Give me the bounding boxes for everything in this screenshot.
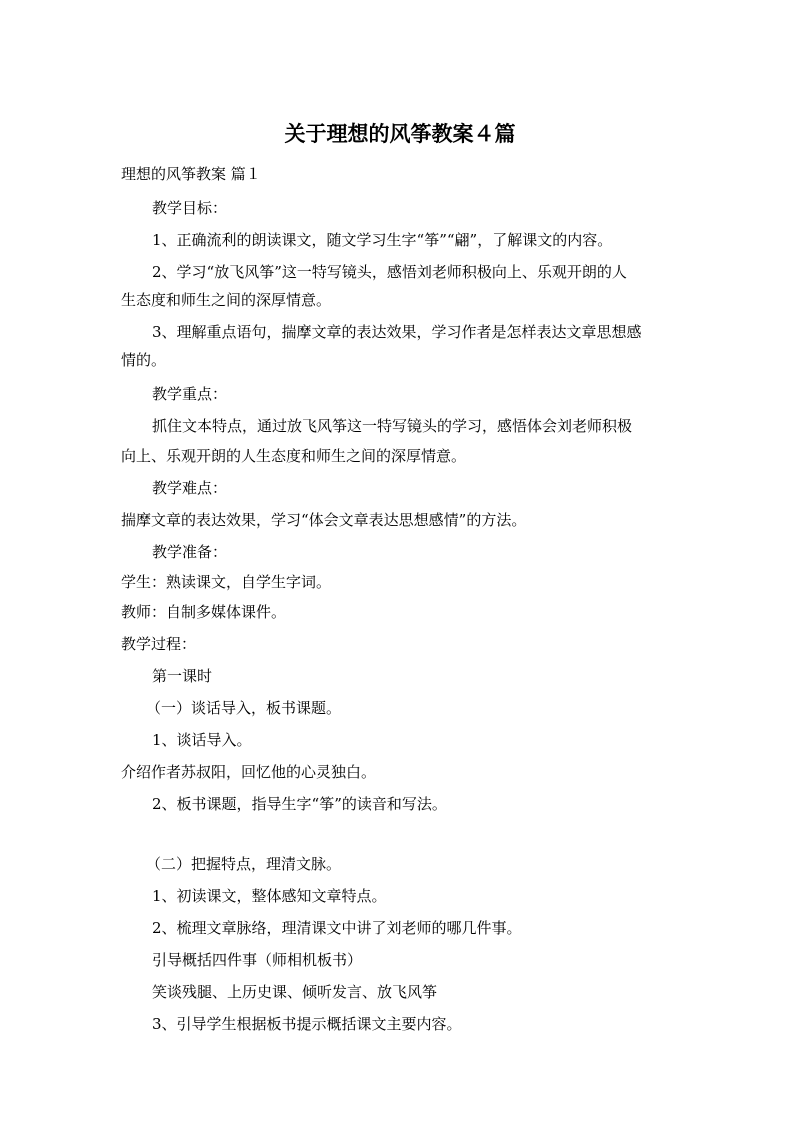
paragraph-line: 1、初读课文，整体感知文章特点。 — [152, 887, 387, 905]
paragraph-line: （二）把握特点，理清文脉。 — [146, 855, 342, 873]
paragraph-line: 1、正确流利的朗读课文，随文学习生字“筝”“翩”，了解课文的内容。 — [152, 231, 613, 249]
paragraph-line: 向上、乐观开朗的人生态度和师生之间的深厚情意。 — [121, 447, 467, 465]
paragraph-line: 介绍作者苏叔阳，回忆他的心灵独白。 — [121, 763, 377, 781]
paragraph-line: 教学目标： — [152, 199, 228, 217]
paragraph-line: 教学过程： — [121, 635, 197, 653]
paragraph-line: 教学重点： — [152, 385, 228, 403]
paragraph-line: 笑谈残腿、上历史课、倾听发言、放飞风筝 — [152, 983, 438, 1001]
paragraph-line: 揣摩文章的表达效果，学习“体会文章表达思想感情”的方法。 — [121, 511, 527, 529]
paragraph-line: 教学准备： — [152, 543, 228, 561]
paragraph-line: 教学难点： — [152, 479, 228, 497]
paragraph-line: 学生：熟读课文，自学生字词。 — [121, 573, 332, 591]
paragraph-line: 生态度和师生之间的深厚情意。 — [121, 291, 332, 309]
paragraph-line: （一）谈话导入，板书课题。 — [146, 699, 342, 717]
paragraph-line: 第一课时 — [152, 667, 213, 685]
paragraph-line: 引导概括四件事（师相机板书） — [152, 951, 363, 969]
paragraph-line: 2、梳理文章脉络，理清课文中讲了刘老师的哪几件事。 — [152, 919, 522, 937]
paragraph-line: 2、学习“放飞风筝”这一特写镜头，感悟刘老师积极向上、乐观开朗的人 — [152, 263, 627, 281]
document-title: 关于理想的风筝教案４篇 — [284, 122, 516, 146]
section-heading: 理想的风筝教案 篇１ — [121, 165, 261, 183]
paragraph-line: 情的。 — [121, 351, 167, 369]
paragraph-line: 1、谈话导入。 — [152, 731, 252, 749]
paragraph-line: 教师：自制多媒体课件。 — [121, 603, 287, 621]
paragraph-line: 3、理解重点语句，揣摩文章的表达效果，学习作者是怎样表达文章思想感 — [152, 323, 642, 341]
paragraph-line: 抓住文本特点，通过放飞风筝这一特写镜头的学习，感悟体会刘老师积极 — [152, 417, 633, 435]
paragraph-line: 2、板书课题，指导生字“筝”的读音和写法。 — [152, 795, 447, 813]
paragraph-line: 3、引导学生根据板书提示概括课文主要内容。 — [152, 1015, 462, 1033]
